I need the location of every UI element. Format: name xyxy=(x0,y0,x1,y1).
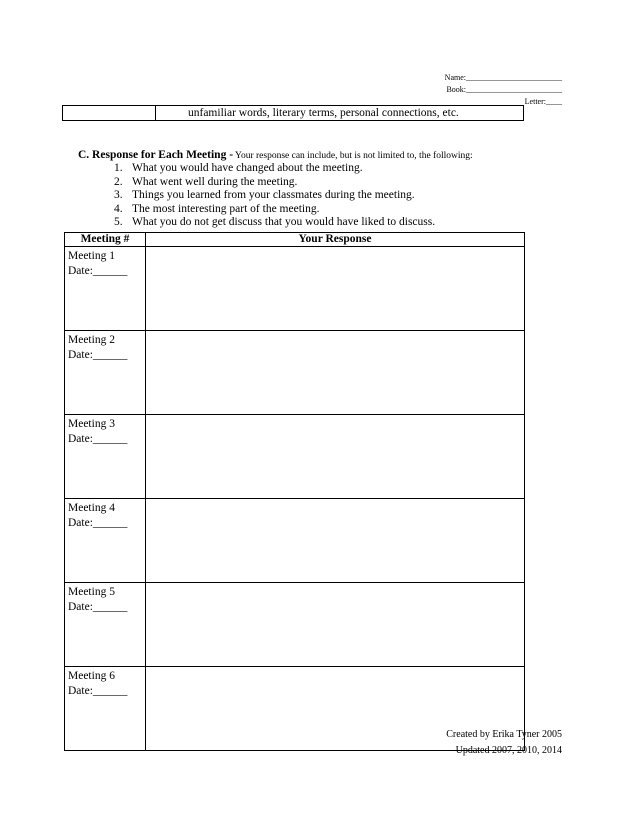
column-header-meeting: Meeting # xyxy=(65,233,146,247)
meeting-label-cell xyxy=(65,331,146,415)
list-item-number: 1. xyxy=(114,162,123,174)
response-cell[interactable] xyxy=(146,499,525,583)
section-c-note: Your response can include, but is not limited to, the following: xyxy=(233,151,473,161)
meeting-label-cell xyxy=(65,499,146,583)
meeting-number: Meeting 2 xyxy=(68,334,115,346)
table-row xyxy=(65,583,525,667)
list-item-text: The most interesting part of the meeting. xyxy=(132,202,320,215)
date-field[interactable]: Date:______ xyxy=(68,517,128,529)
table-row xyxy=(65,331,525,415)
response-cell[interactable] xyxy=(146,331,525,415)
list-item xyxy=(114,162,435,176)
date-field[interactable]: Date:______ xyxy=(68,601,128,613)
date-field[interactable]: Date:______ xyxy=(68,349,128,361)
meeting-number: Meeting 1 xyxy=(68,250,115,262)
table-row xyxy=(65,499,525,583)
meeting-response-table xyxy=(64,232,525,751)
table-header-row xyxy=(65,233,525,247)
date-field[interactable]: Date:______ xyxy=(68,685,128,697)
prompt-list xyxy=(114,162,435,230)
list-item xyxy=(114,203,435,217)
list-item-number: 4. xyxy=(114,202,123,215)
meeting-label-cell xyxy=(65,415,146,499)
previous-table-text: unfamiliar words, literary terms, personal connections, etc. xyxy=(188,107,459,119)
list-item-text: Things you learned from your classmates during the meeting. xyxy=(132,189,415,201)
meeting-label-cell xyxy=(65,247,146,331)
response-cell[interactable] xyxy=(146,415,525,499)
section-c-title: C. Response for Each Meeting - xyxy=(78,149,234,161)
list-item-text: What went well during the meeting. xyxy=(132,175,298,188)
list-item xyxy=(114,176,435,190)
meeting-number: Meeting 5 xyxy=(68,586,115,598)
table-row xyxy=(65,415,525,499)
meeting-number: Meeting 3 xyxy=(68,418,115,430)
section-c-heading xyxy=(78,149,473,161)
meeting-number: Meeting 6 xyxy=(68,670,115,682)
letter-field-line[interactable]: Letter:____ xyxy=(524,97,562,106)
list-item-text: What you do not get discuss that you would have liked to discuss. xyxy=(132,216,436,228)
updated-note: Updated 2007, 2010, 2014 xyxy=(455,745,562,756)
book-field-line[interactable]: Book:________________________ xyxy=(446,85,562,94)
response-cell[interactable] xyxy=(146,247,525,331)
list-item-text: What you would have changed about the meeting. xyxy=(132,162,363,174)
table-row xyxy=(65,247,525,331)
date-field[interactable]: Date:______ xyxy=(68,265,128,277)
previous-table-left-cell xyxy=(63,106,156,120)
name-field-line[interactable]: Name:________________________ xyxy=(444,73,562,82)
previous-table-fragment xyxy=(62,105,524,121)
column-header-response: Your Response xyxy=(146,233,525,247)
meeting-number: Meeting 4 xyxy=(68,502,115,514)
list-item-number: 2. xyxy=(114,175,123,188)
meeting-label-cell xyxy=(65,667,146,751)
list-item-number: 5. xyxy=(114,216,123,228)
list-item xyxy=(114,189,435,203)
list-item xyxy=(114,216,435,230)
meeting-label-cell xyxy=(65,583,146,667)
list-item-number: 3. xyxy=(114,189,123,201)
date-field[interactable]: Date:______ xyxy=(68,433,128,445)
response-cell[interactable] xyxy=(146,583,525,667)
created-by-credit: Created by Erika Tyner 2005 xyxy=(446,729,562,740)
